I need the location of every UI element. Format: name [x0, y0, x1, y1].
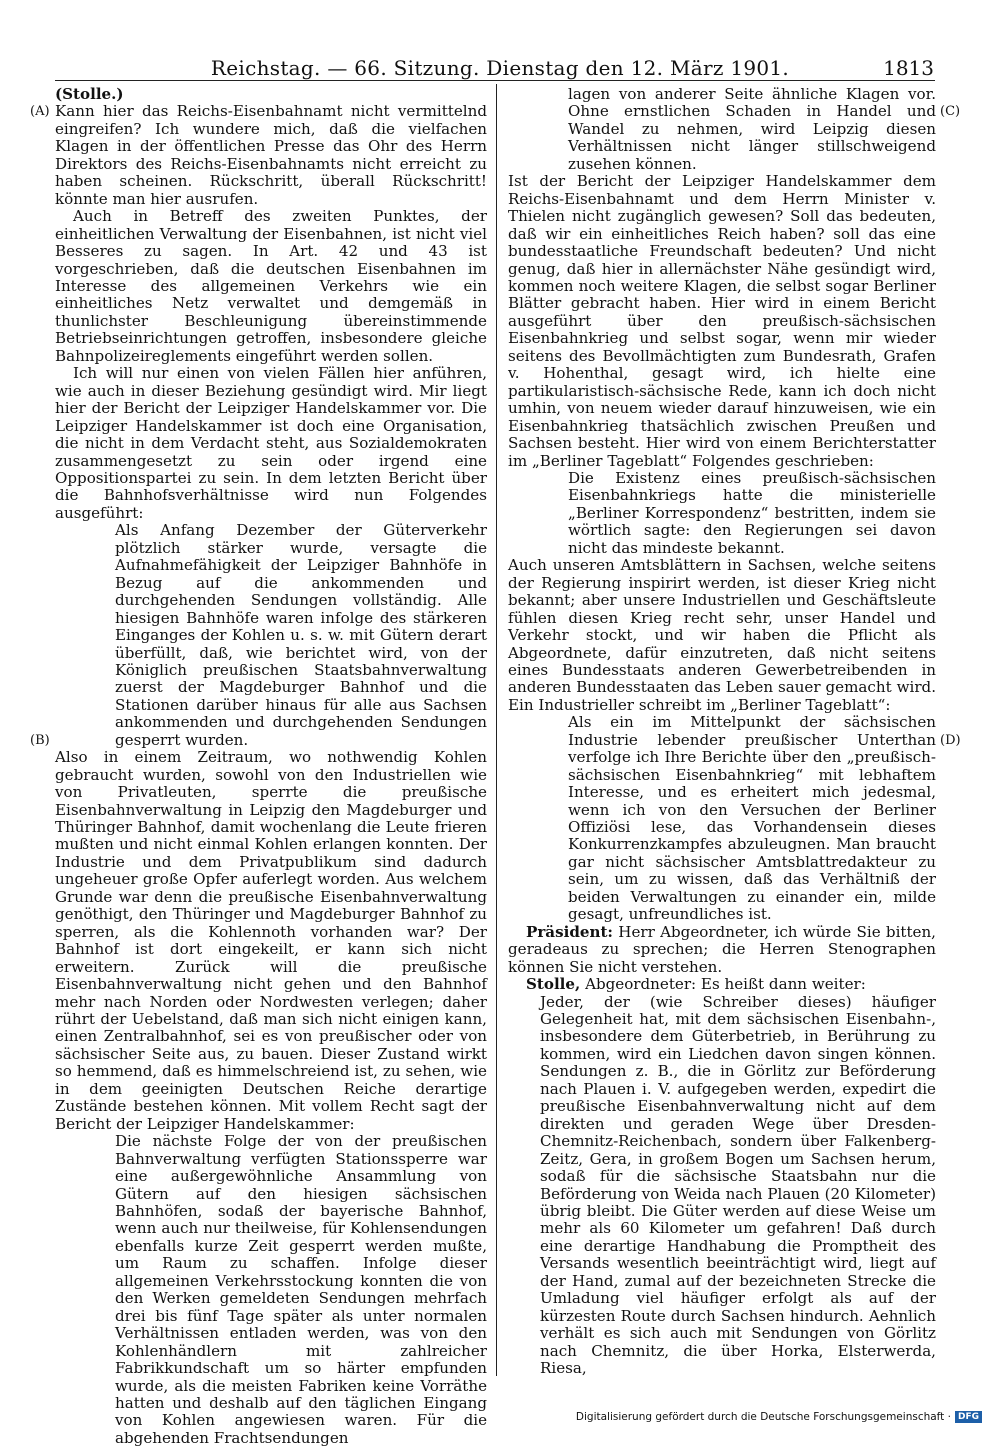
- block-quote: Die Existenz eines preußisch-sächsischen Eisenbahnkriegs hatte die ministerielle „Berliner Korrespondenz“ bestritten, indem sie wörtlich sagte: den Regierungen sei davon nicht das mindeste bekannt.: [568, 468, 936, 557]
- block-quote: Als ein im Mittelpunkt der sächsischen Industrie lebender preußischer Unterthan verfolge ich Ihre Berichte über den „preußisch-sächsischen Eisenbahnkrieg“ mit lebhaftem Interesse, und es erheitert mich jedesmal, wenn ich von den Versuchen der Berliner Offiziösi lese, das Vorhandensein dieses Konkurrenzkampfes abzuleugnen. Man braucht gar nicht sächsischer Amtsblattredakteur zu sein, um zu wissen, daß das Verhältniß der beiden Verwaltungen zu einander ein, milde gesagt, unfreundliches ist.: [568, 713, 936, 924]
- speaker-paragraph: [508, 976, 936, 993]
- footer-text: Digitalisierung gefördert durch die Deutsche Forschungsgemeinschaft ·: [575, 1411, 951, 1423]
- margin-label-c: (C): [940, 104, 961, 119]
- block-quote: Jeder, der (wie Schreiber dieses) häufiger Gelegenheit hat, mit dem sächsischen Eisenbahn-, insbesondere dem Güterbetrieb, in Berührung zu kommen, wird ein Liedchen davon singen können. Sendungen z. B., die in Görlitz zur Beförderung nach Plauen i. V. aufgegeben werden, expedirt die preußische Eisenbahnverwaltung nicht auf dem direkten und geraden Wege über Dresden-Chemnitz-Reichenbach, sondern über Falkenberg-Zeitz, Gera, in großem Bogen um Sachsen herum, sodaß für die sächsische Staatsbahn nur die Beförderung von Weida nach Plauen (20 Kilometer) übrig bleibt. Die Güter werden auf diese Weise um mehr als 60 Kilometer um gefahren! Daß durch eine derartige Handhabung die Promptheit des Versands wesentlich beeinträchtigt wird, liegt auf der Hand, zumal auf der bezeichneten Strecke die Umladung viel häufiger erfolgt als auf der kürzesten Route durch Sachsen hindurch. Aehnlich verhält es sich auch mit Sendungen von Görlitz nach Chemnitz, die über Horka, Elsterwerda, Riesa,: [540, 992, 936, 1378]
- left-column: [55, 86, 487, 1447]
- paragraph: Auch in Betreff des zweiten Punktes, der einheitlichen Verwaltung der Eisenbahnen, ist nicht viel Besseres zu sagen. In Art. 42 und 43 ist vorgeschrieben, daß die deutschen Eisenbahnen im Interesse des allgemeinen Verkehrs wie ein einheitliches Netz verwaltet und demgemäß in thunlichster Beschleunigung übereinstimmende Betriebseinrichtungen getroffen, insbesondere gleiche Bahnpolizeireglements eingeführt werden sollen.: [55, 207, 487, 365]
- paragraph: Kann hier das Reichs-Eisenbahnamt nicht vermittelnd eingreifen? Ich wundere mich, daß die vielfachen Klagen in der öffentlichen Presse das Ohr des Herrn Direktors des Reichs-Eisenbahnamts nicht erreicht zu haben scheinen. Rückschritt, überall Rückschritt! könnte man hier ausrufen.: [55, 102, 487, 208]
- speech-text: Herr Abgeordneter, ich würde Sie bitten, geradeaus zu sprechen; die Herren Stenographen können Sie nicht verstehen.: [508, 922, 936, 976]
- margin-label-b: (B): [30, 733, 50, 748]
- speaker-tag: (Stolle.): [55, 85, 124, 103]
- column-divider: [496, 84, 497, 1376]
- paragraph: Ich will nur einen von vielen Fällen hier anführen, wie auch in dieser Beziehung gesündigt wird. Mir liegt hier der Bericht der Leipziger Handelskammer vor. Die Leipziger Handelskammer ist doch eine Organisation, die nicht in dem Verdacht steht, aus Sozialdemokraten zusammengesetzt zu sein oder irgend eine Oppositionspartei zu sein. In dem letzten Bericht über die Bahnhofsverhältnisse wird nun Folgendes ausgeführt:: [55, 364, 487, 522]
- page-number: 1813: [883, 56, 934, 80]
- block-quote: Die nächste Folge der von der preußischen Bahnverwaltung verfügten Stationssperre war eine außergewöhnliche Ansammlung von Gütern auf den hiesigen sächsischen Bahnhöfen, sodaß der bayerische Bahnhof, wenn auch nur theilweise, für Kohlensendungen ebenfalls kurze Zeit gesperrt werden mußte, um Raum zu schaffen. Infolge dieser allgemeinen Verkehrsstockung konnten die von den Werken gemeldeten Sendungen mehrfach drei bis fünf Tage später als unter normalen Verhältnissen entladen werden, was von den Kohlenhändlern mit zahlreicher Fabrikkundschaft um so härter empfunden wurde, als die meisten Fabriken keine Vorräthe hatten und deshalb auf den täglichen Eingang von Kohlen angewiesen waren. Für die abgehenden Frachtsendungen: [115, 1132, 487, 1447]
- paragraph: Auch unseren Amtsblättern in Sachsen, welche seitens der Regierung inspirirt werden, ist dieser Krieg nicht bekannt; aber unsere Industriellen und Geschäftsleute fühlen diesen Krieg recht sehr, unser Handel und Verkehr stockt, und wir haben die Pflicht als Abgeordnete, dafür einzutreten, daß nicht seitens eines Bundesstaats anderen Gewerbetreibenden in anderen Bundesstaaten das Leben sauer gemacht wird. Ein Industrieller schreibt im „Berliner Tageblatt“:: [508, 556, 936, 714]
- digitization-footer: [576, 1411, 982, 1423]
- speech-text: Abgeordneter: Es heißt dann weiter:: [580, 975, 866, 994]
- margin-label-a: (A): [30, 104, 50, 119]
- block-quote-continued: lagen von anderer Seite ähnliche Klagen vor. Ohne ernstlichen Schaden in Handel und Wandel zu nehmen, wird Leipzig diesen Verhältnissen nicht länger stillschweigend zusehen können.: [568, 85, 936, 173]
- right-column: [508, 86, 936, 1378]
- speaker-name: Stolle,: [526, 975, 581, 994]
- speaker-paragraph: [508, 924, 936, 976]
- block-quote: Als Anfang Dezember der Güterverkehr plötzlich stärker wurde, versagte die Aufnahmefähigkeit der Leipziger Bahnhöfe in Bezug auf die ankommenden und durchgehenden Sendungen vollständig. Alle hiesigen Bahnhöfe waren infolge des stärkeren Einganges der Kohlen u. s. w. mit Gütern derart überfüllt, daß, wie berichtet wird, von der Königlich preußischen Staatsbahnverwaltung zuerst der Magdeburger Bahnhof und die Stationen darüber hinaus für alle aus Sachsen ankommenden und durchgehenden Sendungen gesperrt wurden.: [115, 521, 487, 749]
- paragraph: Also in einem Zeitraum, wo nothwendig Kohlen gebraucht wurden, sowohl von den Industriellen wie von Privatleuten, sperrte die preußische Eisenbahnverwaltung in Leipzig den Magdeburger und Thüringer Bahnhof, damit wochenlang die Leute frieren mußten und nicht einmal Kohlen erlangen konnten. Der Industrie und dem Privatpublikum sind dadurch ungeheuer große Opfer auferlegt worden. Aus welchem Grunde war denn die preußische Eisenbahnverwaltung genöthigt, den Thüringer und Magdeburger Bahnhof zu sperren, als die Kohlennoth vorhanden war? Der Bahnhof ist dort eingekeilt, er kann sich nicht erweitern. Zurück will die preußische Eisenbahnverwaltung nicht gehen und den Bahnhof mehr nach Norden oder Nordwesten verlegen; daher rührt der Uebelstand, daß man sich nicht einigen kann, einen Zentralbahnhof, sei es von preußischer oder von sächsischer Seite aus, zu bauen. Dieser Zustand wirkt so hemmend, daß es himmelschreiend ist, zu sehen, wie in dem geeinigten Deutschen Reiche derartige Zustände bestehen können. Mit vollem Recht sagt der Bericht der Leipziger Handelskammer:: [55, 748, 487, 1133]
- dfg-logo-icon: DFG: [955, 1411, 982, 1423]
- speaker-name: Präsident:: [526, 922, 613, 941]
- paragraph: Ist der Bericht der Leipziger Handelskammer dem Reichs-Eisenbahnamt und dem Herrn Minister v. Thielen nicht zugänglich gewesen? Soll das bedeuten, daß wir ein einheitliches Reich haben? soll das eine bundesstaatliche Freundschaft bedeuten? Und nicht genug, daß hier in allernächster Nähe gesündigt wird, kommen noch weitere Klagen, die selbst sogar Berliner Blätter gebracht haben. Hier wird in einem Bericht ausgeführt über den preußisch-sächsischen Eisenbahnkrieg und selbst sogar, wenn mir wieder seitens des Bevollmächtigten zum Bundesrath, Grafen v. Hohenthal, gesagt wird, ich hielte eine partikularistisch-sächsische Rede, kann ich doch nicht umhin, von neuem wieder darauf hinzuweisen, wie ein Eisenbahnkrieg thatsächlich zwischen Preußen und Sachsen besteht. Hier wird von einem Berichterstatter im „Berliner Tageblatt“ Folgendes geschrieben:: [508, 172, 936, 470]
- running-title: Reichstag. — 66. Sitzung. Dienstag den 12. März 1901.: [210, 56, 790, 80]
- margin-label-d: (D): [940, 733, 961, 748]
- header-rule: [55, 80, 935, 81]
